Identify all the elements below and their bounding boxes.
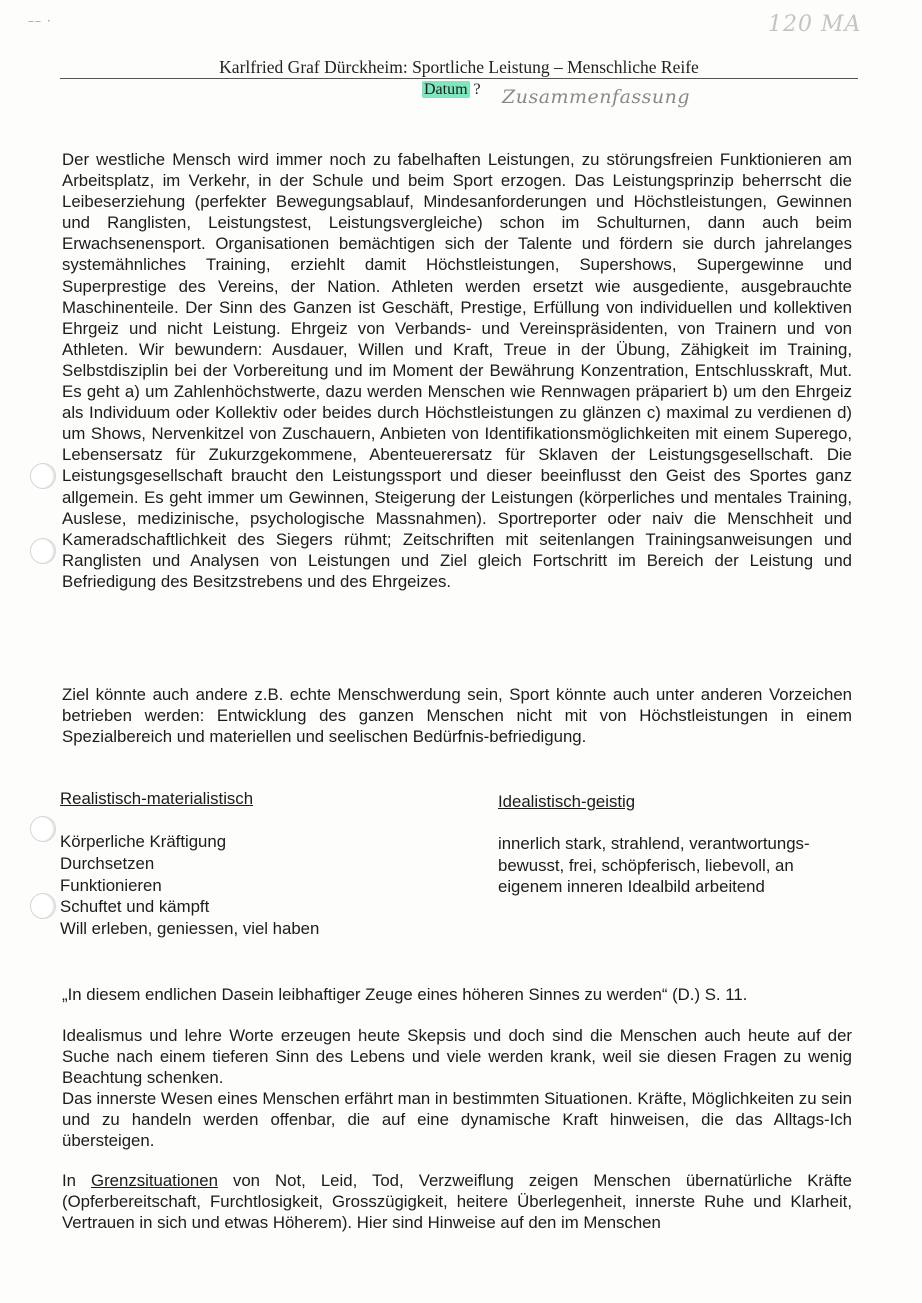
date-line	[422, 81, 481, 99]
right-column-line: eigenem inneren Idealbild arbeitend	[498, 877, 765, 896]
right-column-line: bewusst, frei, schöpferisch, liebevoll, an	[498, 855, 794, 875]
list-item: Will erleben, geniessen, viel haben	[60, 919, 320, 939]
paragraph-4-start: In	[62, 1171, 92, 1190]
right-column-text	[498, 833, 858, 898]
list-item: Durchsetzen	[60, 853, 155, 873]
paragraph-4	[62, 1170, 852, 1233]
paragraph-3-part-2: Das innerste Wesen eines Menschen erfährt man in bestimmten Situationen. Kräfte, Möglichkeiten zu sein und zu handeln werden offenbar, die auf eine dynamische Kraft hinweisen, die das Alltags-Ich übersteigen.	[62, 1089, 852, 1151]
header-divider	[60, 78, 858, 79]
punch-hole	[30, 893, 56, 919]
paragraph-1: Der westliche Mensch wird immer noch zu fabelhaften Leistungen, zu störungsfreien Funktionieren am Arbeitsplatz, im Verkehr, in der Schule und beim Sport erzogen. Das Leistungsprinzip beherrscht die Leibeserziehung (perfekter Bewegungsablauf, Mindesanforderungen und Höchstleistungen, Gewinnen und Ranglisten, Leistungstest, Leistungsvergleiche) schon im Schulturnen, dann auch beim Erwachsenensport. Organisationen bemächtigen sich der Talente und fördern sie durch jahrelanges systemähnliches Training, erziehlt damit Höchstleistungen, Supershows, Supergewinne und Superprestige des Vereins, der Nation. Athleten werden ersetzt wie ausgediente, ausgebrauchte Maschinenteile. Der Sinn des Ganzen ist Geschäft, Prestige, Erfüllung von individuellen und kollektiven Ehrgeiz und nicht Leistung. Ehrgeiz von Verbands- und Vereinspräsidenten, von Trainern und von Athleten. Wir bewundern: Ausdauer, Willen und Kraft, Treue in der Übung, Zähigkeit im Training, Selbstdisziplin bei der Vorbereitung und im Moment der Bewährung Konzentration, Entschlusskraft, Mut. Es geht a) um Zahlenhöchstwerte, dazu werden Menschen wie Rennwagen präpariert b) um den Ehrgeiz als Individuum oder Kollektiv oder beides durch Höchstleistungen zu glänzen c) maximal zu verdienen d) um Shows, Nervenkitzel von Zuschauern, Anbieten von Identifikationsmöglichkeiten mit einem Superego, Lebensersatz für Zukurzgekommene, Abenteuerersatz für Sklaven der Leistungsgesellschaft. Die Leistungsgesellschaft braucht den Leistungssport und dieser beeinflusst den Geist des Sportes ganz allgemein. Es geht immer um Gewinnen, Steigerung der Leistungen (körperliches und mentales Training, Auslese, medizinische, psychologische Massnahmen). Sportreporter oder naiv die Menschheit und Kameradschaftlichkeit des Siegers rühmt; Zeitschriften mit seitenlangen Trainingsanweisungen und Ranglisten und Analysen von Leistungen und Ziel gleich Fortschritt im Bereich der Leistung und Befriedigung des Besitzstrebens und des Ehrgeizes.	[62, 150, 852, 591]
paragraph-4-rest: von Not, Leid, Tod, Verzweiflung zeigen Menschen übernatürliche Kräfte (Opferbereitschaft, Furchtlosigkeit, Grosszügigkeit, heitere Überlegenheit, innerste Ruhe und Klarheit, Vertrauen in sich und etwas Höherem). Hier sind Hinweise auf den im Menschen	[62, 1171, 852, 1233]
left-column-heading: Realistisch-materialistisch	[60, 789, 254, 808]
punch-hole	[30, 463, 56, 489]
paragraph-3-part-1: Idealismus und lehre Worte erzeugen heute Skepsis und doch sind die Menschen auch heute auf der Suche nach einem tieferen Sinn des Lebens und viele werden krank, weil sie diesen Fragen zu wenig Beachtung schenken.	[62, 1026, 852, 1088]
document-title: Karlfried Graf Dürckheim: Sportliche Leistung – Menschliche Reife	[219, 57, 699, 77]
right-column-line: innerlich stark, strahlend, verantwortungs-	[498, 834, 810, 853]
right-column-heading: Idealistisch-geistig	[498, 792, 636, 811]
underlined-term: Grenzsituationen	[91, 1171, 218, 1190]
date-question-mark: ?	[469, 81, 481, 98]
date-label-highlighted: Datum	[424, 81, 468, 98]
handwritten-note: Zusammenfassung	[502, 86, 691, 108]
punch-hole	[30, 816, 56, 842]
list-item: Körperliche Kräftigung	[60, 832, 227, 851]
handwritten-corner-note: 120 MA	[768, 12, 862, 37]
quote: „In diesem endlichen Dasein leibhaftiger Zeuge eines höheren Sinnes zu werden“ (D.) S. 11.	[62, 985, 748, 1004]
paragraph-3	[62, 1025, 852, 1152]
list-item: Schuftet und kämpft	[60, 897, 210, 917]
punch-hole	[30, 538, 56, 564]
left-column-list	[60, 831, 319, 940]
corner-scribble: –– ·	[28, 14, 52, 28]
paragraph-2: Ziel könnte auch andere z.B. echte Menschwerdung sein, Sport könnte auch unter anderen Vorzeichen betrieben werden: Entwicklung des ganzen Menschen nicht mit von Höchstleistungen in einem Spezialbereich und materiellen und seelischen Bedürfnis-befriedigung.	[62, 685, 852, 747]
list-item: Funktionieren	[60, 875, 162, 895]
